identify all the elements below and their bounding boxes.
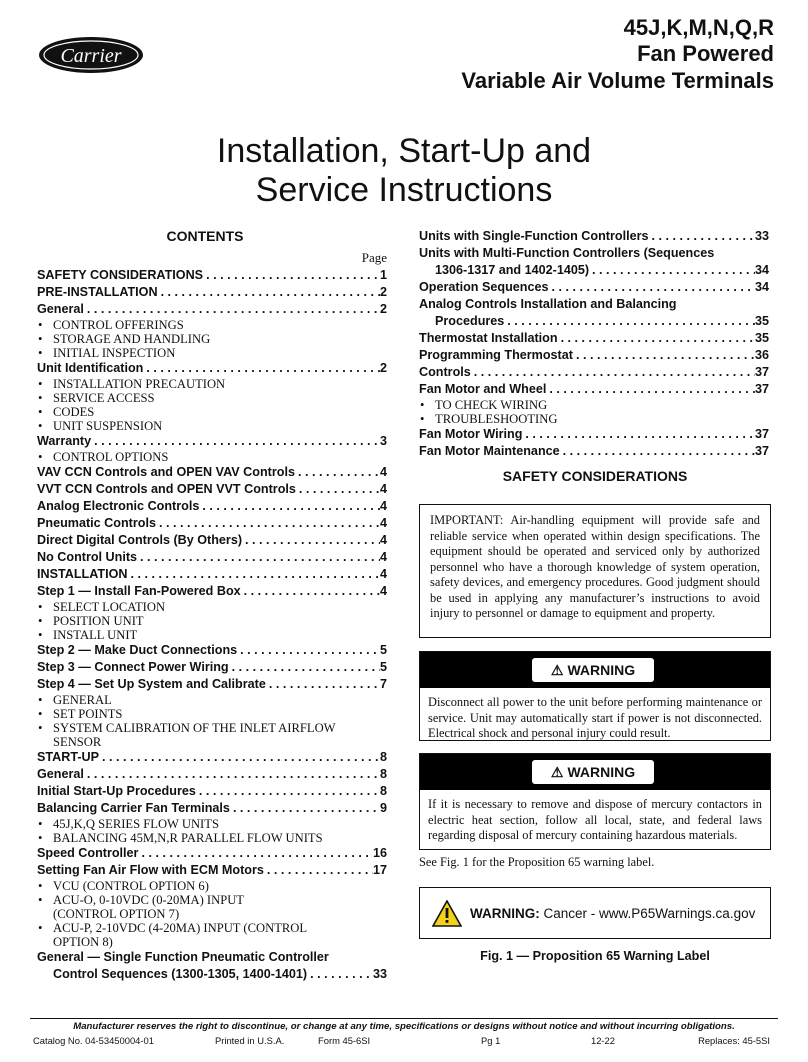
toc-entry — [419, 279, 769, 296]
toc-subentry-line: • ACU-O, 0-10VDC (0-20MA) INPUT — [53, 893, 244, 907]
date: 12-22 — [591, 1035, 615, 1046]
toc-subentry: • CODES — [37, 405, 387, 419]
toc-entry — [37, 360, 387, 377]
warning-badge: ⚠ WARNING — [532, 658, 654, 682]
toc-entry-page: 5 — [379, 643, 387, 657]
toc-entry-page: 4 — [379, 567, 387, 581]
toc-entry-label: PRE-INSTALLATION — [37, 285, 158, 299]
toc-entry-label: Analog Controls Installation and Balancing — [419, 297, 677, 311]
toc-entry — [37, 498, 387, 515]
toc-entry-page: 17 — [372, 863, 387, 877]
document-title: Installation, Start-Up and Service Instructions — [216, 132, 592, 209]
toc-leader-dots — [237, 642, 380, 659]
toc-entry — [419, 330, 769, 347]
toc-subentry: • TROUBLESHOOTING — [419, 412, 769, 426]
important-notice: IMPORTANT: Air-handling equipment will provide safe and reliable service when operated within design specifications. The equipment should be operated and serviced only by authorized personnel who have a thorough knowledge of system operation, safety devices, and emergency procedures. Good judgment should be used in applying any manufacturer’s instructions to avoid injury to personnel or damage to equipment and property. — [419, 504, 771, 638]
toc-entry-page: 5 — [379, 660, 387, 674]
table-of-contents-left — [37, 267, 387, 983]
toc-entry — [419, 443, 769, 460]
printed-in: Printed in U.S.A. — [215, 1035, 285, 1046]
toc-leader-dots — [589, 262, 755, 279]
toc-entry-page: 37 — [754, 444, 769, 458]
toc-entry — [37, 549, 387, 566]
toc-entry-page: 4 — [379, 550, 387, 564]
toc-entry — [37, 464, 387, 481]
toc-entry — [37, 642, 387, 659]
toc-entry-label: Units with Single-Function Controllers — [419, 229, 649, 243]
toc-subentry: • SERVICE ACCESS — [37, 391, 387, 405]
toc-entry — [419, 381, 769, 398]
toc-entry-label: General — [37, 302, 84, 316]
toc-subentry: • CONTROL OPTIONS — [37, 450, 387, 464]
toc-entry-label: Balancing Carrier Fan Terminals — [37, 801, 230, 815]
toc-leader-dots — [229, 659, 380, 676]
toc-entry-label: 1306-1317 and 1402-1405) — [435, 263, 590, 277]
toc-leader-dots — [203, 267, 380, 284]
toc-entry — [419, 296, 769, 330]
toc-entry-page: 4 — [379, 499, 387, 513]
toc-entry — [37, 566, 387, 583]
toc-subentry-line: • ACU-P, 2-10VDC (4-20MA) INPUT (CONTROL — [53, 921, 308, 935]
toc-subentry: • POSITION UNIT — [37, 614, 387, 628]
toc-subentry: • INITIAL INSPECTION — [37, 346, 387, 360]
toc-subentry: • 45J,K,Q SERIES FLOW UNITS — [37, 817, 387, 831]
toc-entry — [37, 284, 387, 301]
warning-triangle-icon: ⚠ — [550, 661, 564, 678]
toc-subentry: • GENERAL — [37, 693, 387, 707]
toc-leader-dots — [156, 515, 380, 532]
product-name: Variable Air Volume Terminals — [461, 68, 774, 93]
toc-entry-page: 4 — [379, 482, 387, 496]
toc-entry — [419, 347, 769, 364]
toc-leader-dots — [546, 381, 755, 398]
model-numbers: 45J,K,M,N,Q,R — [623, 15, 774, 40]
toc-leader-dots — [241, 583, 380, 600]
toc-entry — [37, 949, 387, 983]
toc-subentry-line: • SYSTEM CALIBRATION OF THE INLET AIRFLOW — [53, 721, 336, 735]
toc-subentry: • TO CHECK WIRING — [419, 398, 769, 412]
toc-subentry: • STORAGE AND HANDLING — [37, 332, 387, 346]
form-number: Form 45-6SI — [318, 1035, 371, 1046]
toc-leader-dots — [91, 433, 380, 450]
toc-leader-dots — [296, 481, 380, 498]
toc-entry-label: Unit Identification — [37, 361, 144, 375]
toc-entry — [419, 245, 769, 279]
toc-subentry — [37, 921, 387, 949]
toc-entry-page: 37 — [754, 382, 769, 396]
toc-entry — [37, 676, 387, 693]
toc-entry-page: 8 — [379, 784, 387, 798]
toc-entry-page: 34 — [754, 263, 769, 277]
footer-disclaimer: Manufacturer reserves the right to discontinue, or change at any time, specifications or designs without notice and without incurring obligations. — [73, 1021, 735, 1032]
toc-subentry-line: (CONTROL OPTION 7) — [53, 907, 180, 921]
toc-entry-label: No Control Units — [37, 550, 138, 564]
product-type: Fan Powered — [637, 41, 774, 66]
toc-entry-continuation — [37, 966, 387, 983]
figure-caption: Fig. 1 — Proposition 65 Warning Label — [480, 949, 710, 963]
toc-leader-dots — [158, 284, 380, 301]
toc-entry-label: VVT CCN Controls and OPEN VVT Controls — [37, 482, 296, 496]
toc-entry-page: 37 — [754, 365, 769, 379]
toc-entry-label: Fan Motor Maintenance — [419, 444, 560, 458]
toc-entry-continuation — [419, 313, 769, 330]
toc-subentry-line: SENSOR — [53, 735, 102, 749]
toc-leader-dots — [99, 749, 380, 766]
toc-subentry: • INSTALL UNIT — [37, 628, 387, 642]
toc-entry-label: INSTALLATION — [37, 567, 128, 581]
toc-entry-label: SAFETY CONSIDERATIONS — [37, 268, 204, 282]
toc-entry-page: 4 — [379, 465, 387, 479]
toc-entry-label: Thermostat Installation — [419, 331, 558, 345]
toc-leader-dots — [548, 279, 755, 296]
toc-entry — [37, 583, 387, 600]
toc-leader-dots — [648, 228, 755, 245]
page-number: Pg 1 — [481, 1035, 501, 1046]
warning-box-power — [419, 651, 771, 741]
toc-subentry: • CONTROL OFFERINGS — [37, 318, 387, 332]
caution-triangle-icon — [432, 900, 462, 927]
svg-text:Carrier: Carrier — [60, 45, 122, 67]
toc-leader-dots — [504, 313, 755, 330]
toc-entry — [419, 364, 769, 381]
toc-leader-dots — [196, 783, 380, 800]
toc-entry-label: Warranty — [37, 434, 92, 448]
toc-entry-label: General — Single Function Pneumatic Controller — [37, 950, 329, 964]
toc-entry-page: 8 — [379, 767, 387, 781]
toc-entry-label: Step 2 — Make Duct Connections — [37, 643, 238, 657]
toc-subentry: • SELECT LOCATION — [37, 600, 387, 614]
toc-entry-page: 4 — [379, 584, 387, 598]
toc-subentry — [37, 721, 387, 749]
toc-subentry-line: OPTION 8) — [53, 935, 113, 949]
toc-entry — [37, 800, 387, 817]
toc-entry-page: 34 — [754, 280, 769, 294]
toc-entry-label: Programming Thermostat — [419, 348, 573, 362]
toc-leader-dots — [84, 301, 380, 318]
toc-entry-page: 2 — [379, 302, 387, 316]
toc-leader-dots — [307, 966, 373, 983]
carrier-logo — [38, 36, 144, 74]
toc-entry-label: Initial Start-Up Procedures — [37, 784, 196, 798]
toc-leader-dots — [242, 532, 380, 549]
toc-entry — [419, 228, 769, 245]
toc-leader-dots — [127, 566, 380, 583]
toc-entry-label: VAV CCN Controls and OPEN VAV Controls — [37, 465, 295, 479]
figure-reference: See Fig. 1 for the Proposition 65 warning label. — [419, 855, 655, 869]
toc-entry-label: Operation Sequences — [419, 280, 549, 294]
prop65-text: Cancer - www.P65Warnings.ca.gov — [539, 905, 756, 921]
toc-entry-label: START-UP — [37, 750, 100, 764]
toc-entry-page: 33 — [754, 229, 769, 243]
safety-heading: SAFETY CONSIDERATIONS — [502, 468, 688, 484]
toc-leader-dots — [199, 498, 380, 515]
toc-entry-label: Step 1 — Install Fan-Powered Box — [37, 584, 241, 598]
toc-subentry: • VCU (CONTROL OPTION 6) — [37, 879, 387, 893]
contents-heading: CONTENTS — [166, 228, 244, 244]
toc-entry-page: 4 — [379, 516, 387, 530]
toc-entry-page: 7 — [379, 677, 387, 691]
toc-leader-dots — [143, 360, 380, 377]
warning-box-mercury — [419, 753, 771, 850]
warning-badge: ⚠ WARNING — [532, 760, 654, 784]
table-of-contents-right — [419, 228, 769, 460]
toc-entry-page: 3 — [379, 434, 387, 448]
toc-subentry: • UNIT SUSPENSION — [37, 419, 387, 433]
toc-subentry: • INSTALLATION PRECAUTION — [37, 377, 387, 391]
toc-leader-dots — [264, 862, 373, 879]
toc-entry-label: Procedures — [435, 314, 505, 328]
toc-leader-dots — [266, 676, 380, 693]
replaces: Replaces: 45-5SI — [698, 1035, 770, 1046]
toc-entry-label: Pneumatic Controls — [37, 516, 156, 530]
toc-entry-page: 35 — [754, 331, 769, 345]
footer-divider — [30, 1018, 778, 1019]
toc-entry — [419, 426, 769, 443]
toc-entry-label: Fan Motor and Wheel — [419, 382, 547, 396]
toc-entry-page: 2 — [379, 361, 387, 375]
toc-entry — [37, 433, 387, 450]
toc-subentry: • SET POINTS — [37, 707, 387, 721]
toc-entry-page: 2 — [379, 285, 387, 299]
toc-leader-dots — [84, 766, 380, 783]
toc-entry — [37, 267, 387, 284]
toc-entry-page: 33 — [372, 967, 387, 981]
warning-text: Disconnect all power to the unit before performing maintenance or service. Unit may automatically start if power is not disconnected. Electrical shock and personal injury could result. — [428, 695, 762, 740]
toc-entry — [37, 481, 387, 498]
prop65-warning-word: WARNING: — [470, 905, 540, 921]
toc-entry — [37, 749, 387, 766]
toc-entry-label: Step 3 — Connect Power Wiring — [37, 660, 229, 674]
toc-entry — [37, 766, 387, 783]
toc-entry — [37, 515, 387, 532]
toc-entry-continuation — [419, 262, 769, 279]
toc-leader-dots — [573, 347, 755, 364]
toc-entry-page: 8 — [379, 750, 387, 764]
toc-entry-label: Direct Digital Controls (By Others) — [37, 533, 243, 547]
toc-leader-dots — [558, 330, 755, 347]
toc-entry-label: Controls — [419, 365, 471, 379]
toc-entry — [37, 845, 387, 862]
toc-entry-label: Units with Multi-Function Controllers (Sequences — [419, 246, 715, 260]
warning-triangle-icon: ⚠ — [550, 763, 564, 780]
toc-entry — [37, 783, 387, 800]
toc-entry-page: 9 — [379, 801, 387, 815]
toc-entry-page: 1 — [379, 268, 387, 282]
toc-leader-dots — [230, 800, 380, 817]
toc-leader-dots — [137, 549, 380, 566]
toc-entry-page: 4 — [379, 533, 387, 547]
toc-leader-dots — [560, 443, 755, 460]
toc-entry — [37, 862, 387, 879]
toc-leader-dots — [471, 364, 755, 381]
toc-entry-label: General — [37, 767, 84, 781]
toc-entry-label: Step 4 — Set Up System and Calibrate — [37, 677, 266, 691]
toc-entry-label: Setting Fan Air Flow with ECM Motors — [37, 863, 264, 877]
toc-entry-label: Fan Motor Wiring — [419, 427, 523, 441]
toc-entry — [37, 659, 387, 676]
warning-header — [420, 652, 770, 688]
toc-subentry — [37, 893, 387, 921]
warning-text: If it is necessary to remove and dispose of mercury contactors in electric heat section, follow all local, state, and federal laws regarding disposal of mercury containing hazardous materials. — [428, 797, 762, 842]
toc-entry-page: 36 — [754, 348, 769, 362]
toc-entry-page: 35 — [754, 314, 769, 328]
toc-entry — [37, 532, 387, 549]
toc-leader-dots — [522, 426, 755, 443]
toc-entry-page: 37 — [754, 427, 769, 441]
page-column-label: Page — [361, 250, 387, 265]
warning-header — [420, 754, 770, 790]
toc-entry-label: Analog Electronic Controls — [37, 499, 200, 513]
toc-leader-dots — [138, 845, 373, 862]
toc-leader-dots — [295, 464, 380, 481]
toc-entry — [37, 301, 387, 318]
toc-entry-page: 16 — [372, 846, 387, 860]
catalog-number: Catalog No. 04-53450004-01 — [33, 1035, 154, 1046]
prop65-label — [419, 887, 771, 939]
toc-entry-label: Control Sequences (1300-1305, 1400-1401) — [53, 967, 308, 981]
toc-subentry: • BALANCING 45M,N,R PARALLEL FLOW UNITS — [37, 831, 387, 845]
model-title-block — [461, 14, 774, 94]
toc-entry-label: Speed Controller — [37, 846, 139, 860]
